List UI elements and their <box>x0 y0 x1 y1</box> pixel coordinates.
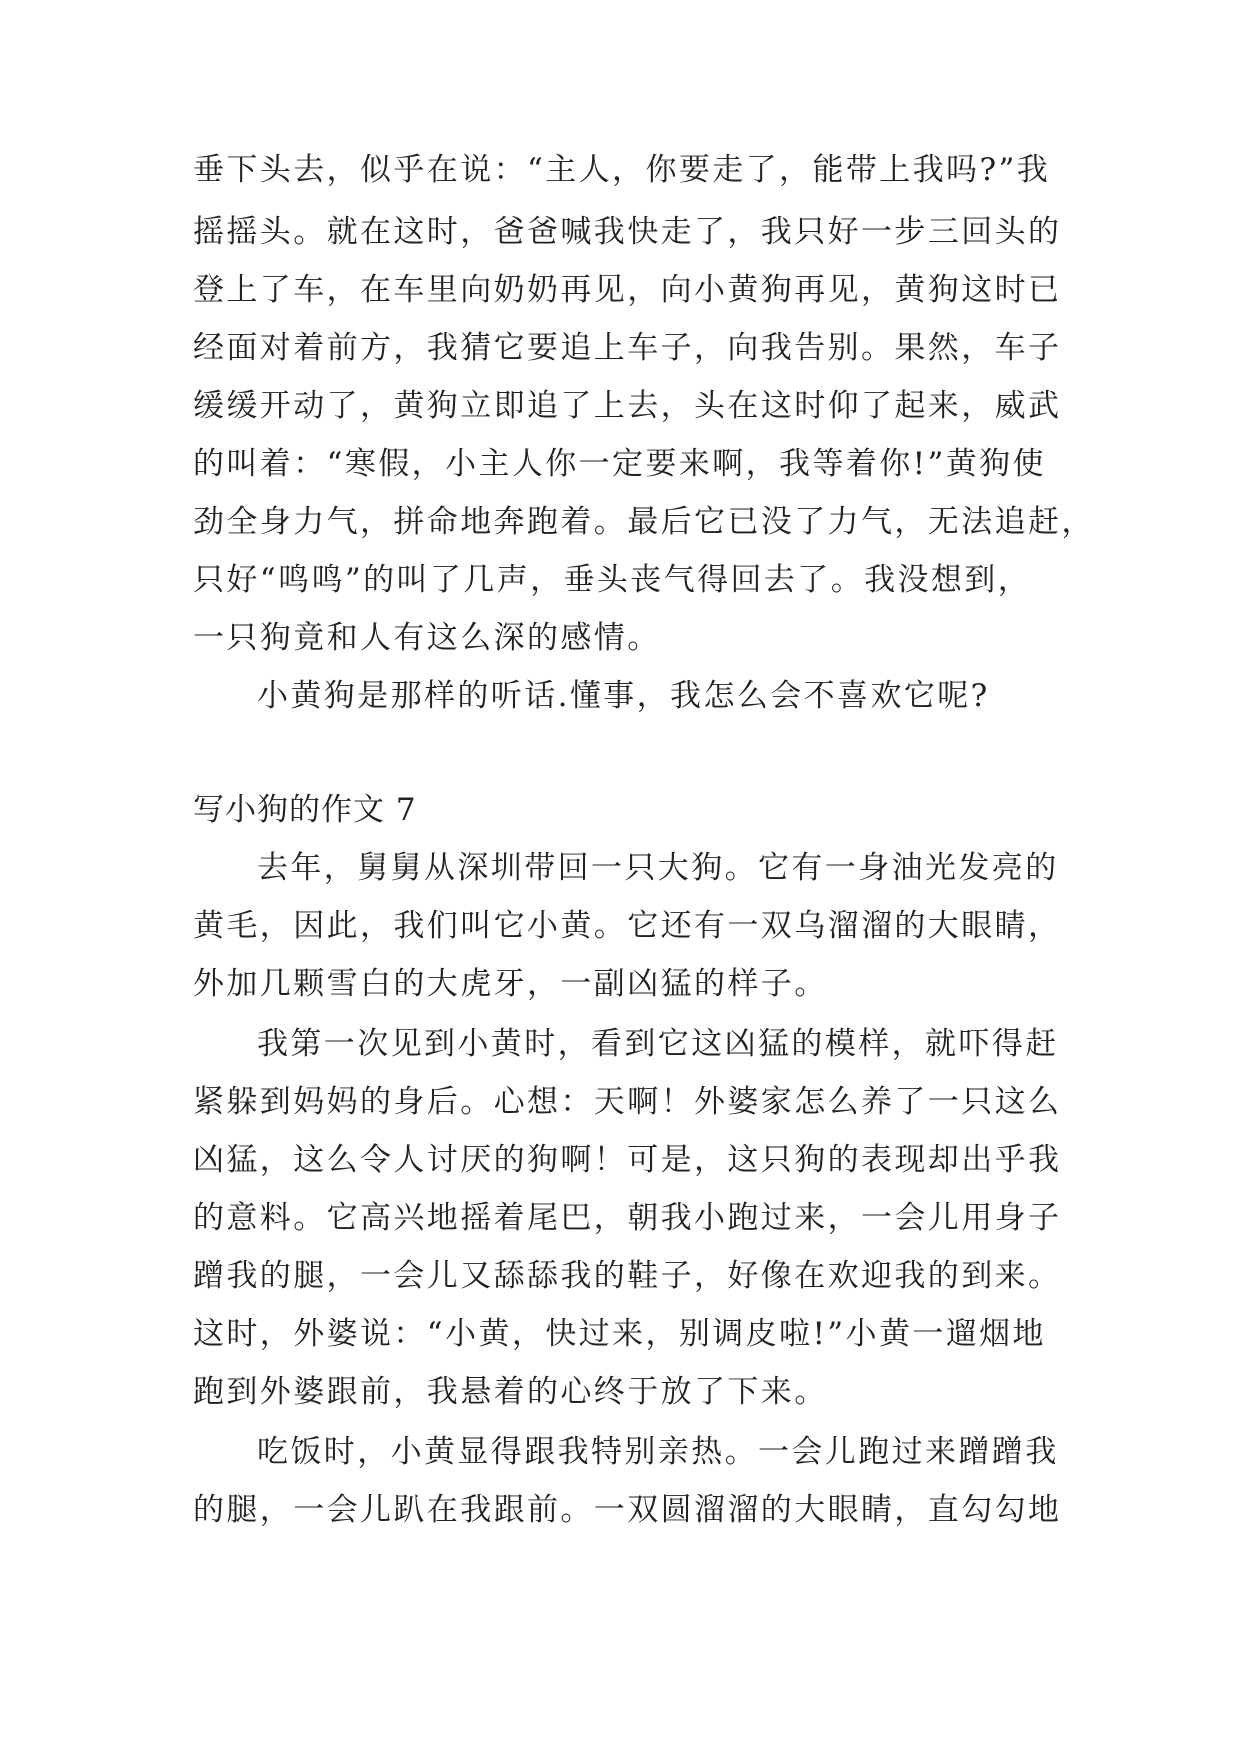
paragraph-line: 垂下头去，似乎在说：“主人，你要走了，能带上我吗?”我 <box>193 152 1051 188</box>
paragraph-line: 蹭我的腿，一会儿又舔舔我的鞋子，好像在欢迎我的到来。 <box>193 1258 1062 1294</box>
paragraph-line: 黄毛，因此，我们叫它小黄。它还有一双乌溜溜的大眼睛， <box>193 908 1062 944</box>
paragraph-line: 外加几颗雪白的大虎牙，一副凶猛的样子。 <box>193 966 828 1002</box>
section-title: 写小狗的作文 7 <box>193 792 417 828</box>
paragraph-line: 的叫着：“寒假，小主人你一定要来啊，我等着你!”黄狗使 <box>193 446 1046 482</box>
paragraph-line: 这时，外婆说：“小黄，快过来，别调皮啦!”小黄一遛烟地 <box>193 1316 1046 1352</box>
paragraph-line: 我第一次见到小黄时，看到它这凶猛的模样，就吓得赶 <box>257 1026 1059 1062</box>
paragraph-line: 吃饭时，小黄显得跟我特别亲热。一会儿跑过来蹭蹭我 <box>257 1434 1059 1470</box>
paragraph-line: 登上了车，在车里向奶奶再见，向小黄狗再见，黄狗这时已 <box>193 272 1062 308</box>
paragraph-line: 只好“鸣鸣”的叫了几声，垂头丧气得回去了。我没想到， <box>193 562 1032 598</box>
paragraph-line: 去年，舅舅从深圳带回一只大狗。它有一身油光发亮的 <box>257 850 1059 886</box>
paragraph-line: 小黄狗是那样的听话.懂事，我怎么会不喜欢它呢? <box>257 678 990 714</box>
paragraph-line: 缓缓开动了，黄狗立即追了上去，头在这时仰了起来，威武 <box>193 388 1062 424</box>
paragraph-line: 凶猛，这么令人讨厌的狗啊！可是，这只狗的表现却出乎我 <box>193 1142 1062 1178</box>
paragraph-line: 的腿，一会儿趴在我跟前。一双圆溜溜的大眼睛，直勾勾地 <box>193 1492 1062 1528</box>
paragraph-line: 紧躲到妈妈的身后。心想：天啊！外婆家怎么养了一只这么 <box>193 1084 1062 1120</box>
paragraph-line: 经面对着前方，我猜它要追上车子，向我告别。果然，车子 <box>193 330 1062 366</box>
paragraph-line: 跑到外婆跟前，我悬着的心终于放了下来。 <box>193 1374 828 1410</box>
paragraph-line: 的意料。它高兴地摇着尾巴，朝我小跑过来，一会儿用身子 <box>193 1200 1062 1236</box>
paragraph-line: 摇摇头。就在这时，爸爸喊我快走了，我只好一步三回头的 <box>193 214 1062 250</box>
paragraph-line: 劲全身力气，拼命地奔跑着。最后它已没了力气，无法追赶， <box>193 504 1095 540</box>
paragraph-line: 一只狗竟和人有这么深的感情。 <box>193 620 661 656</box>
